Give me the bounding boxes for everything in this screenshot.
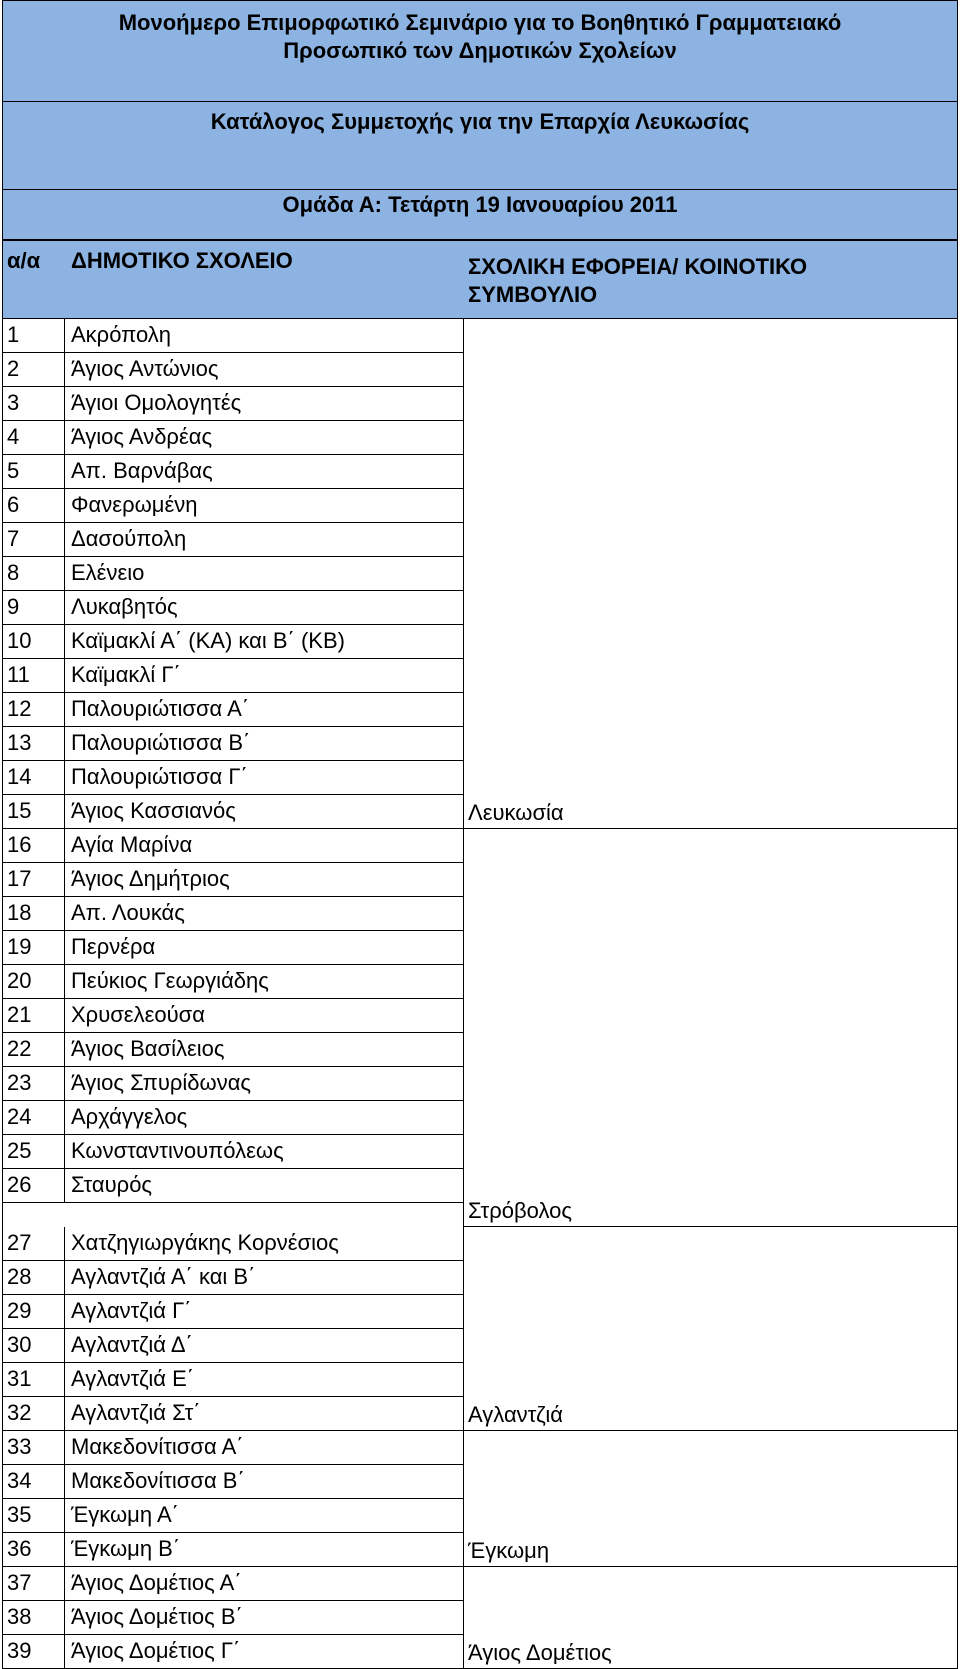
school-name: Άγιος Κασσιανός [71, 798, 236, 823]
row-divider [64, 455, 65, 489]
board-name: Στρόβολος [468, 1198, 572, 1223]
row-divider [64, 897, 65, 931]
school-name: Παλουριώτισσα Γ΄ [71, 764, 248, 789]
table-row [3, 1465, 464, 1499]
school-name: Ελένειο [71, 560, 145, 585]
row-number: 3 [7, 390, 20, 415]
school-name: Άγιος Αντώνιος [71, 356, 219, 381]
row-divider [64, 1465, 65, 1499]
row-number: 37 [7, 1570, 32, 1595]
row-number: 29 [7, 1298, 32, 1323]
row-divider [64, 761, 65, 795]
row-divider [64, 353, 65, 387]
row-divider [64, 1431, 65, 1465]
row-number: 20 [7, 968, 32, 993]
row-divider [64, 625, 65, 659]
school-name: Άγιος Δομέτιος Α΄ [71, 1570, 242, 1595]
board-name: Έγκωμη [468, 1538, 550, 1563]
schools-table-body [2, 319, 958, 1669]
table-row [3, 1169, 464, 1203]
board-cell [464, 1431, 957, 1567]
table-row [3, 1397, 464, 1431]
row-divider [64, 319, 65, 353]
table-row [3, 591, 464, 625]
school-name: Άγιος Δημήτριος [71, 866, 230, 891]
row-divider [64, 829, 65, 863]
row-divider [64, 931, 65, 965]
participation-sheet [2, 0, 958, 1665]
table-row [3, 1533, 464, 1567]
row-number: 10 [7, 628, 32, 653]
row-divider [64, 693, 65, 727]
table-row [3, 1295, 464, 1329]
row-divider [64, 523, 65, 557]
table-row [3, 829, 464, 863]
column-header-row [2, 241, 958, 319]
row-divider [64, 727, 65, 761]
row-number: 14 [7, 764, 32, 789]
row-divider [64, 1363, 65, 1397]
row-number: 15 [7, 798, 32, 823]
row-divider [64, 999, 65, 1033]
school-name: Φανερωμένη [71, 492, 198, 517]
row-number: 11 [7, 662, 30, 687]
board-cell [464, 319, 957, 829]
row-divider [64, 1635, 65, 1669]
table-row [3, 863, 464, 897]
table-row [3, 387, 464, 421]
table-row [3, 319, 464, 353]
school-name: Αγλαντζιά Α΄ και Β΄ [71, 1264, 256, 1289]
school-name: Άγιος Ανδρέας [71, 424, 213, 449]
row-number: 6 [7, 492, 20, 517]
row-number: 33 [7, 1434, 32, 1459]
row-divider [64, 1135, 65, 1169]
school-name: Δασούπολη [71, 526, 187, 551]
table-row [3, 1135, 464, 1169]
catalog-title: Κατάλογος Συμμετοχής για την Επαρχία Λευκωσίας [3, 102, 957, 190]
table-row [3, 1431, 464, 1465]
row-number: 32 [7, 1400, 32, 1425]
school-name: Αγλαντζιά Δ΄ [71, 1332, 193, 1357]
row-number: 12 [7, 696, 32, 721]
table-row [3, 1329, 464, 1363]
table-row [3, 523, 464, 557]
table-row [3, 1567, 464, 1601]
row-divider [64, 1227, 65, 1261]
school-name: Αγλαντζιά Γ΄ [71, 1298, 192, 1323]
table-row [3, 1067, 464, 1101]
column-header-school: ΔΗΜΟΤΙΚΟ ΣΧΟΛΕΙΟ [71, 248, 293, 273]
row-number: 27 [7, 1230, 32, 1255]
row-number: 1 [7, 322, 20, 347]
row-number: 17 [7, 866, 32, 891]
row-divider [64, 1169, 65, 1203]
school-name: Παλουριώτισσα Α΄ [71, 696, 250, 721]
table-row [3, 727, 464, 761]
row-number: 31 [7, 1366, 32, 1391]
row-divider [64, 1533, 65, 1567]
table-row [3, 557, 464, 591]
row-number: 26 [7, 1172, 32, 1197]
row-number: 7 [7, 526, 20, 551]
school-name: Έγκωμη Α΄ [71, 1502, 179, 1527]
table-row [3, 353, 464, 387]
school-name: Άγιος Σπυρίδωνας [71, 1070, 252, 1095]
board-cell [464, 829, 957, 1227]
column-header-board [468, 253, 807, 309]
table-row [3, 421, 464, 455]
board-name: Λευκωσία [468, 800, 564, 825]
row-number: 4 [7, 424, 20, 449]
table-row [3, 1261, 464, 1295]
row-number: 34 [7, 1468, 32, 1493]
row-number: 2 [7, 356, 20, 381]
school-name: Άγιος Δομέτιος Β΄ [71, 1604, 243, 1629]
row-divider [64, 1033, 65, 1067]
school-name: Σταυρός [71, 1172, 153, 1197]
school-name: Χρυσελεούσα [71, 1002, 205, 1027]
board-name: Αγλαντζιά [468, 1402, 563, 1427]
row-divider [64, 1329, 65, 1363]
row-divider [64, 1261, 65, 1295]
row-divider [64, 1499, 65, 1533]
row-number: 19 [7, 934, 32, 959]
column-header-board-line2: ΣΥΜΒΟΥΛΙΟ [468, 282, 598, 307]
row-number: 9 [7, 594, 20, 619]
table-row [3, 965, 464, 999]
column-header-number: α/α [7, 248, 41, 273]
row-number: 18 [7, 900, 32, 925]
row-divider [64, 795, 65, 829]
seminar-title-line1: Μονοήμερο Επιμορφωτικό Σεμινάριο για το Βοηθητικό Γραμματειακό [118, 10, 842, 35]
table-row [3, 897, 464, 931]
row-divider [64, 1397, 65, 1431]
row-divider [64, 863, 65, 897]
row-number: 5 [7, 458, 20, 483]
school-name: Λυκαβητός [71, 594, 178, 619]
table-row [3, 659, 464, 693]
school-name: Αρχάγγελος [71, 1104, 188, 1129]
row-divider [64, 489, 65, 523]
row-divider [64, 1067, 65, 1101]
school-name: Χατζηγιωργάκης Κορνέσιος [71, 1230, 339, 1255]
school-name: Ακρόπολη [71, 322, 172, 347]
school-name: Καϊμακλί Γ΄ [71, 662, 181, 687]
table-row [3, 1227, 464, 1261]
school-name: Περνέρα [71, 934, 156, 959]
board-name: Άγιος Δομέτιος [468, 1640, 612, 1665]
row-number: 21 [7, 1002, 32, 1027]
column-header-board-line1: ΣΧΟΛΙΚΗ ΕΦΟΡΕΙΑ/ ΚΟΙΝΟΤΙΚΟ [468, 254, 808, 279]
row-number: 30 [7, 1332, 32, 1357]
table-row [3, 1033, 464, 1067]
row-number: 16 [7, 832, 32, 857]
school-name: Καϊμακλί Α΄ (ΚΑ) και Β΄ (ΚΒ) [71, 628, 345, 653]
row-number: 38 [7, 1604, 32, 1629]
row-divider [64, 1101, 65, 1135]
row-divider [64, 557, 65, 591]
table-row [3, 1499, 464, 1533]
row-number: 23 [7, 1070, 32, 1095]
table-row [3, 761, 464, 795]
school-name: Μακεδονίτισσα Α΄ [71, 1434, 244, 1459]
board-cell [464, 1567, 957, 1669]
table-row [3, 795, 464, 829]
school-name: Έγκωμη Β΄ [71, 1536, 181, 1561]
row-number: 13 [7, 730, 32, 755]
school-name: Αγλαντζιά Στ΄ [71, 1400, 201, 1425]
row-number: 35 [7, 1502, 32, 1527]
seminar-title-line2: Προσωπικό των Δημοτικών Σχολείων [283, 38, 677, 63]
row-number: 28 [7, 1264, 32, 1289]
row-divider [64, 965, 65, 999]
school-name: Αγία Μαρίνα [71, 832, 193, 857]
table-row [3, 693, 464, 727]
seminar-title [3, 1, 957, 102]
row-divider [64, 421, 65, 455]
school-name: Άγιος Δομέτιος Γ΄ [71, 1638, 241, 1663]
table-row [3, 931, 464, 965]
school-name: Κωνσταντινουπόλεως [71, 1138, 284, 1163]
table-row [3, 1363, 464, 1397]
row-number: 39 [7, 1638, 32, 1663]
row-divider [64, 387, 65, 421]
row-number: 25 [7, 1138, 32, 1163]
row-divider [64, 659, 65, 693]
row-divider [64, 1567, 65, 1601]
row-divider [64, 1295, 65, 1329]
table-row [3, 1101, 464, 1135]
table-row [3, 1601, 464, 1635]
school-name: Πεύκιος Γεωργιάδης [71, 968, 269, 993]
school-name: Απ. Βαρνάβας [71, 458, 213, 483]
school-name: Μακεδονίτισσα Β΄ [71, 1468, 245, 1493]
table-row [3, 1635, 464, 1669]
row-number: 22 [7, 1036, 32, 1061]
row-divider [64, 591, 65, 625]
sheet-header [2, 0, 958, 241]
group-date: Ομάδα Α: Τετάρτη 19 Ιανουαρίου 2011 [3, 190, 957, 240]
table-row [3, 489, 464, 523]
board-cell [464, 1227, 957, 1431]
row-divider [64, 1601, 65, 1635]
table-row [3, 455, 464, 489]
row-number: 8 [7, 560, 20, 585]
school-name: Απ. Λουκάς [71, 900, 185, 925]
row-number: 24 [7, 1104, 32, 1129]
table-row [3, 625, 464, 659]
school-name: Αγλαντζιά Ε΄ [71, 1366, 195, 1391]
row-number: 36 [7, 1536, 32, 1561]
table-row [3, 999, 464, 1033]
school-name: Άγιος Βασίλειος [71, 1036, 225, 1061]
school-name: Παλουριώτισσα Β΄ [71, 730, 251, 755]
school-name: Άγιοι Ομολογητές [71, 390, 242, 415]
